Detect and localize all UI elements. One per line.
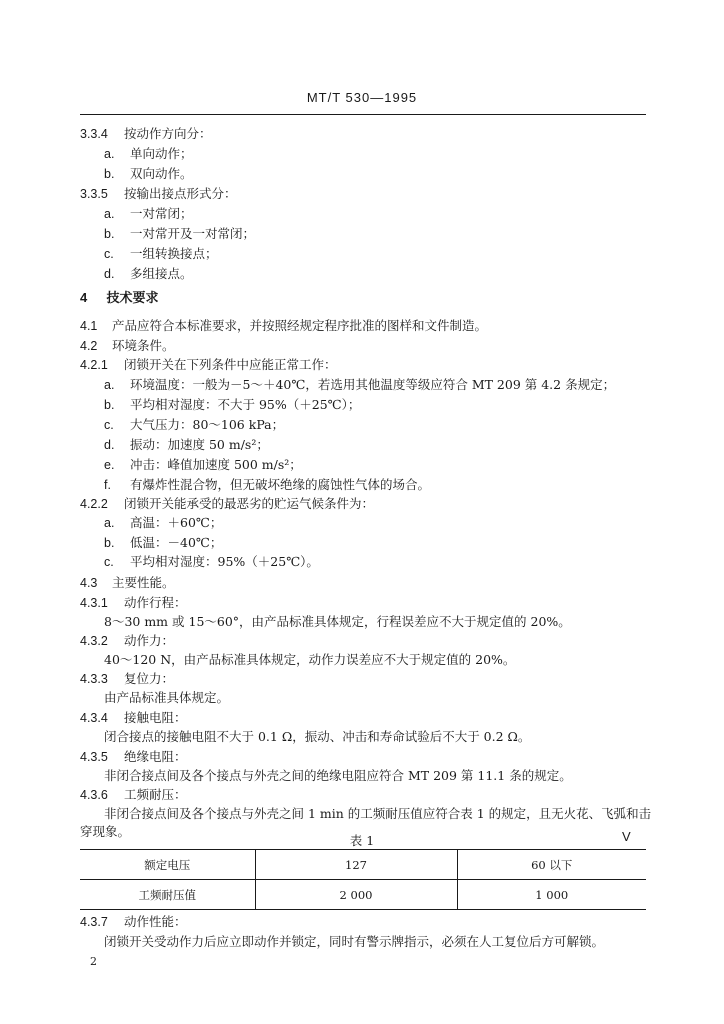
text-line [80,575,175,591]
clause-text: 产品应符合本标准要求，并按照经规定程序批准的图样和文件制造。 [112,318,488,333]
clause-text: 闭锁开关在下列条件中应能正常工作： [124,357,337,372]
clause-text: 环境温度：一般为－5～＋40℃，若选用其他温度等级应符合 MT 209 第 4.2 条规定； [130,377,616,392]
text-line [80,186,237,202]
clause-text: 40～120 N，由产品标准具体规定，动作力误差应不大于规定值的 20%。 [104,652,516,667]
clause-number: c. [104,418,114,432]
clause-text: 按动作方向分： [124,126,212,141]
clause-text: 振动：加速度 50 m/s²； [130,437,269,452]
clause-number: a. [104,378,115,392]
clause-text: 高温：＋60℃； [130,515,223,530]
clause-number: a. [104,147,115,161]
clause-number: b. [104,536,115,550]
text-line [104,206,193,222]
clause-text: 动作行程： [124,595,187,610]
header-rule [80,114,646,115]
clause-text: 闭锁开关能承受的最恶劣的贮运气候条件为： [124,496,375,511]
clause-number: b. [104,227,115,241]
text-line [104,515,222,531]
clause-number: e. [104,458,115,472]
text-line [80,496,374,512]
clause-text: 按输出接点形式分： [124,186,237,201]
clause-text: 一对常闭； [130,206,193,221]
table-cell: 127 [255,850,457,880]
text-line [104,146,193,162]
clause-text: 绝缘电阻： [124,749,187,764]
text-line [80,914,187,930]
clause-number: 4.3.5 [80,750,108,764]
clause-number: 4.3.3 [80,672,108,686]
text-line [104,535,222,551]
clause-text: 接触电阻： [124,710,187,725]
clause-number: 4.1 [80,319,98,333]
clause-text: 双向动作。 [130,166,193,181]
text-line [80,338,175,354]
clause-text: 主要性能。 [112,575,175,590]
clause-number: 4.2 [80,339,98,353]
clause-text: 平均相对湿度：不大于 95%（＋25℃）； [130,397,361,412]
clause-text: 多组接点。 [130,266,193,281]
clause-number: 4.3.6 [80,788,108,802]
clause-text: 一组转换接点； [130,246,218,261]
text-line [104,417,284,433]
text-line [80,595,187,611]
clause-text: 单向动作； [130,146,193,161]
table-cell: 2 000 [255,880,457,910]
text-line [104,437,269,453]
clause-text: 工频耐压： [124,787,187,802]
section-4-heading: 4 技术要求 [80,290,159,306]
clause-number: 3.3.5 [80,187,108,201]
page-number: 2 [90,955,97,968]
text-line [80,749,187,765]
clause-number: c. [104,555,114,569]
clause-number: b. [104,398,115,412]
text-line [80,671,174,687]
clause-text: 闭锁开关受动作力后应立即动作并锁定，同时有警示牌指示，必须在人工复位后方可解锁。 [104,934,605,949]
clause-text: 大气压力：80～106 kPa； [130,417,285,432]
clause-number: 4.3 [80,576,98,590]
text-line [104,397,360,413]
text-line [104,768,572,784]
clause-text: 复位力： [124,671,175,686]
clause-text: 穿现象。 [80,824,131,839]
table-row [80,850,646,880]
table-cell: 额定电压 [80,850,255,880]
clause-text: 有爆炸性混合物，但无破坏绝缘的腐蚀性气体的场合。 [130,477,431,492]
clause-text: 平均相对湿度：95%（＋25℃）。 [130,554,319,569]
text-line [104,457,302,473]
clause-text: 非闭合接点间及各个接点与外壳之间 1 min 的工频耐压值应符合表 1 的规定，且无火花、飞弧和击 [104,806,652,821]
text-line [80,633,174,649]
text-line [104,166,193,182]
clause-text: 冲击：峰值加速度 500 m/s²； [130,457,302,472]
text-line [80,126,212,142]
clause-text: 环境条件。 [112,338,175,353]
text-line [104,690,229,706]
clause-text: 低温：－40℃； [130,535,223,550]
table-1 [80,849,646,910]
clause-number: a. [104,207,115,221]
clause-number: f. [104,478,111,492]
text-line [80,710,187,726]
clause-text: 非闭合接点间及各个接点与外壳之间的绝缘电阻应符合 MT 209 第 11.1 条的规定。 [104,768,572,783]
text-line [104,729,530,745]
clause-number: 4.2.1 [80,358,108,372]
clause-text: 8～30 mm 或 15～60°，由产品标准具体规定，行程误差应不大于规定值的 20%。 [104,614,571,629]
table-title: 表 1 [349,833,375,848]
table-cell: 工频耐压值 [80,880,255,910]
text-line [104,652,515,668]
table-unit: V [622,829,631,844]
text-line [104,377,615,393]
clause-text: 动作力： [124,633,175,648]
text-line [104,477,430,493]
text-line [104,266,193,282]
text-line [104,614,571,630]
page-header: MT/T 530—1995 [306,90,418,105]
text-line [104,934,604,950]
clause-number: d. [104,267,115,281]
text-line [80,787,187,803]
text-line [104,246,218,262]
clause-number: d. [104,438,115,452]
clause-text: 动作性能： [124,914,187,929]
text-line [80,318,487,334]
clause-text: 一对常开及一对常闭； [130,226,256,241]
text-line [104,806,651,822]
text-line [104,554,319,570]
clause-number: a. [104,516,115,530]
clause-number: 4.2.2 [80,497,108,511]
clause-text: 闭合接点的接触电阻不大于 0.1 Ω，振动、冲击和寿命试验后不大于 0.2 Ω。 [104,729,531,744]
clause-number: 4.3.2 [80,634,108,648]
text-line [80,357,337,373]
text-line [104,226,255,242]
clause-number: c. [104,247,114,261]
table-row [80,880,646,910]
clause-number: 3.3.4 [80,127,108,141]
clause-number: 4.3.4 [80,711,108,725]
table-cell: 60 以下 [457,850,646,880]
table-cell: 1 000 [457,880,646,910]
clause-number: 4.3.1 [80,596,108,610]
clause-text: 由产品标准具体规定。 [104,690,230,705]
clause-number: b. [104,167,115,181]
clause-number: 4.3.7 [80,915,108,929]
